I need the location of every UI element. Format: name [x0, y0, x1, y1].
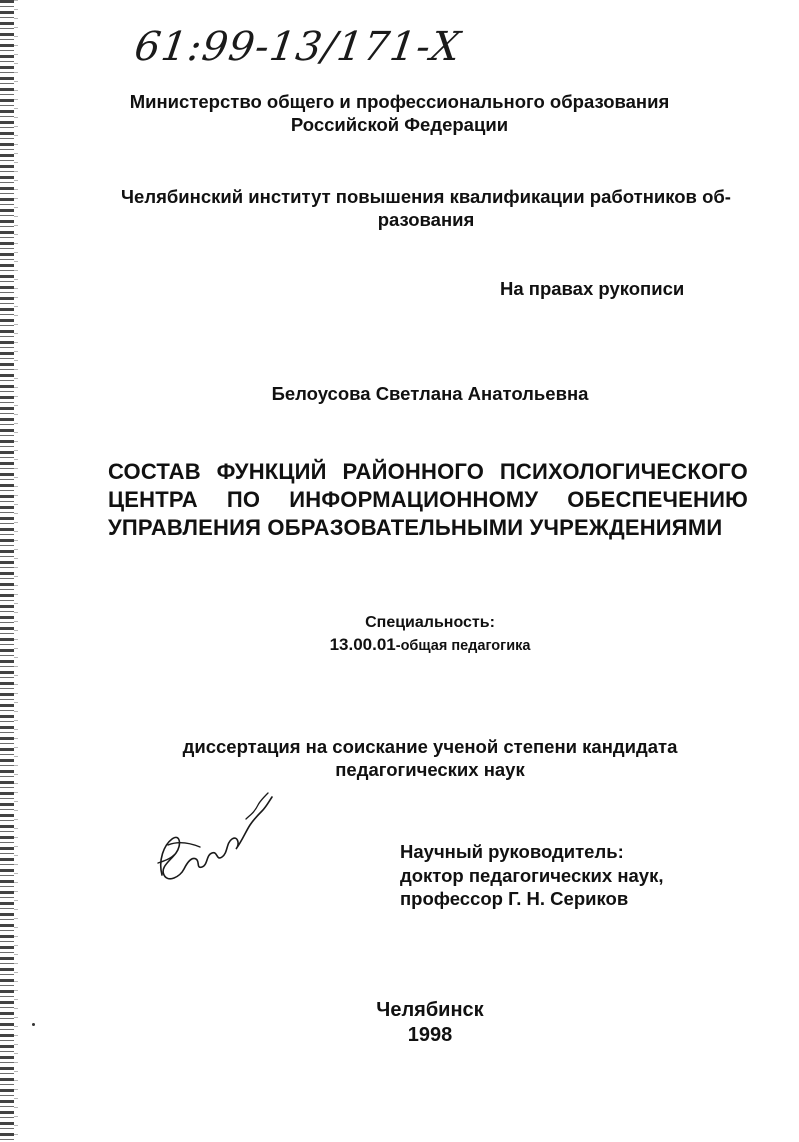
- ministry-header: [0, 90, 799, 136]
- ministry-line-1: Министерство общего и профессионального образования: [129, 91, 670, 112]
- scan-speck: [32, 1023, 35, 1026]
- author-name: Белоусова Светлана Анатольевна: [271, 383, 589, 404]
- specialty-name: -общая педагогика: [395, 638, 531, 654]
- supervisor-line-2: доктор педагогических наук,: [400, 864, 664, 886]
- dissertation-title: [108, 458, 748, 542]
- manuscript-note: На правах рукописи: [500, 278, 685, 299]
- degree-line-1: диссертация на соискание ученой степени кандидата: [182, 736, 678, 757]
- specialty-value: [220, 634, 640, 657]
- city-year-block: [330, 998, 530, 1048]
- publication-year: 1998: [407, 1024, 453, 1046]
- specialty-block: [220, 612, 640, 657]
- title-line-1: СОСТАВ ФУНКЦИЙ РАЙОННОГО ПСИХОЛОГИЧЕСКОГО: [108, 459, 748, 484]
- archive-code-text: 61:99-13/171-Х: [131, 24, 464, 70]
- institute-line-1: Челябинский институт повышения квалификации работников об-: [121, 186, 731, 207]
- institute-header: [106, 185, 746, 231]
- supervisor-line-1: Научный руководитель:: [400, 841, 624, 862]
- specialty-label: Специальность:: [365, 614, 495, 631]
- institute-line-2: разования: [377, 209, 475, 230]
- ministry-line-2: Российской Федерации: [290, 114, 509, 135]
- city-name: Челябинск: [376, 999, 484, 1021]
- scan-edge-left: [0, 0, 14, 1142]
- degree-line-2: педагогических наук: [335, 759, 525, 780]
- supervisor-block: [400, 840, 663, 911]
- title-line-2: ЦЕНТРА ПО ИНФОРМАЦИОННОМУ ОБЕСПЕЧЕНИЮ: [108, 487, 748, 512]
- scan-edge-shadow: [14, 0, 18, 1142]
- specialty-code: 13.00.01: [329, 635, 396, 654]
- supervisor-line-3: профессор Г. Н. Сериков: [400, 888, 629, 909]
- title-line-3: УПРАВЛЕНИЯ ОБРАЗОВАТЕЛЬНЫМИ УЧРЕЖДЕНИЯМИ: [108, 515, 723, 540]
- handwritten-signature: [150, 775, 280, 890]
- signature-stroke-2: [168, 843, 200, 847]
